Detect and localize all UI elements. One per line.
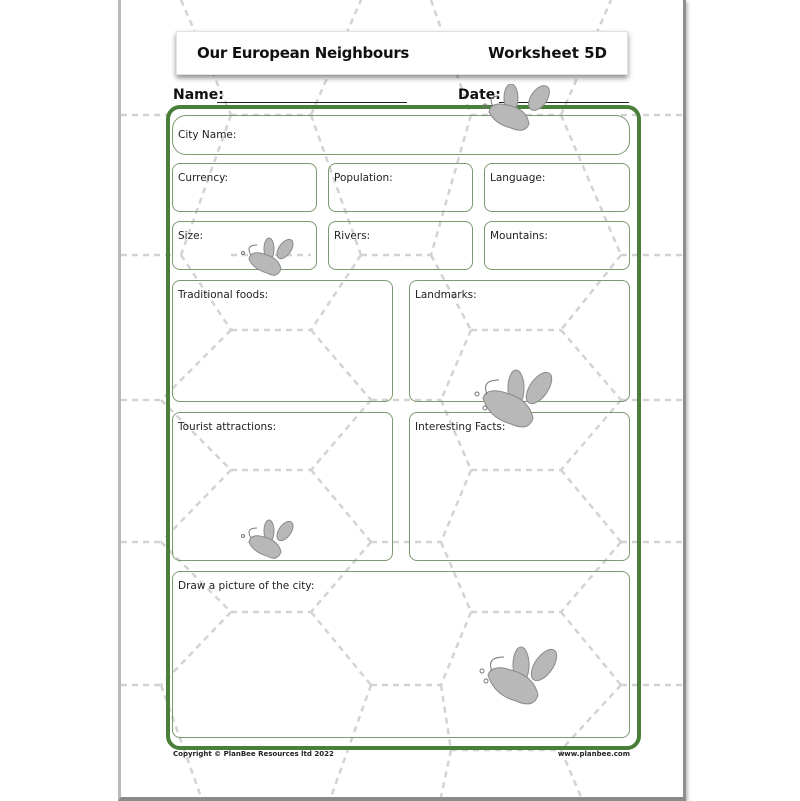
city-name-label: City Name: bbox=[178, 129, 237, 141]
title-banner bbox=[176, 31, 628, 75]
mountains-label: Mountains: bbox=[490, 230, 548, 242]
draw-picture-label: Draw a picture of the city: bbox=[178, 580, 315, 592]
population-box[interactable] bbox=[328, 163, 473, 212]
worksheet-page bbox=[118, 0, 686, 801]
interesting-facts-box[interactable] bbox=[409, 412, 630, 561]
city-name-box[interactable] bbox=[172, 115, 630, 155]
mountains-box[interactable] bbox=[484, 221, 630, 270]
traditional-foods-box[interactable] bbox=[172, 280, 393, 402]
traditional-foods-label: Traditional foods: bbox=[178, 289, 269, 301]
landmarks-label: Landmarks: bbox=[415, 289, 477, 301]
worksheet-title: Our European Neighbours bbox=[197, 44, 410, 62]
website-link[interactable]: www.planbee.com bbox=[557, 750, 630, 758]
name-label: Name: bbox=[173, 87, 224, 103]
name-field[interactable] bbox=[217, 102, 407, 103]
interesting-facts-label: Interesting Facts: bbox=[415, 421, 506, 433]
size-label: Size: bbox=[178, 230, 204, 242]
tourist-attractions-label: Tourist attractions: bbox=[178, 421, 277, 433]
bee-icon bbox=[241, 237, 299, 279]
worksheet-frame bbox=[166, 105, 641, 750]
draw-picture-box[interactable] bbox=[172, 571, 630, 738]
rivers-label: Rivers: bbox=[334, 230, 371, 242]
population-label: Population: bbox=[334, 172, 393, 184]
currency-label: Currency: bbox=[178, 172, 229, 184]
language-label: Language: bbox=[490, 172, 546, 184]
worksheet-number: Worksheet 5D bbox=[488, 44, 607, 62]
bee-icon bbox=[481, 84, 556, 132]
rivers-box[interactable] bbox=[328, 221, 473, 270]
bee-icon bbox=[476, 645, 561, 710]
currency-box[interactable] bbox=[172, 163, 317, 212]
language-box[interactable] bbox=[484, 163, 630, 212]
bee-icon bbox=[241, 518, 299, 564]
copyright-text: Copyright © PlanBee Resources ltd 2022 bbox=[173, 750, 334, 758]
date-label: Date: bbox=[458, 87, 501, 103]
bee-icon bbox=[471, 368, 556, 433]
